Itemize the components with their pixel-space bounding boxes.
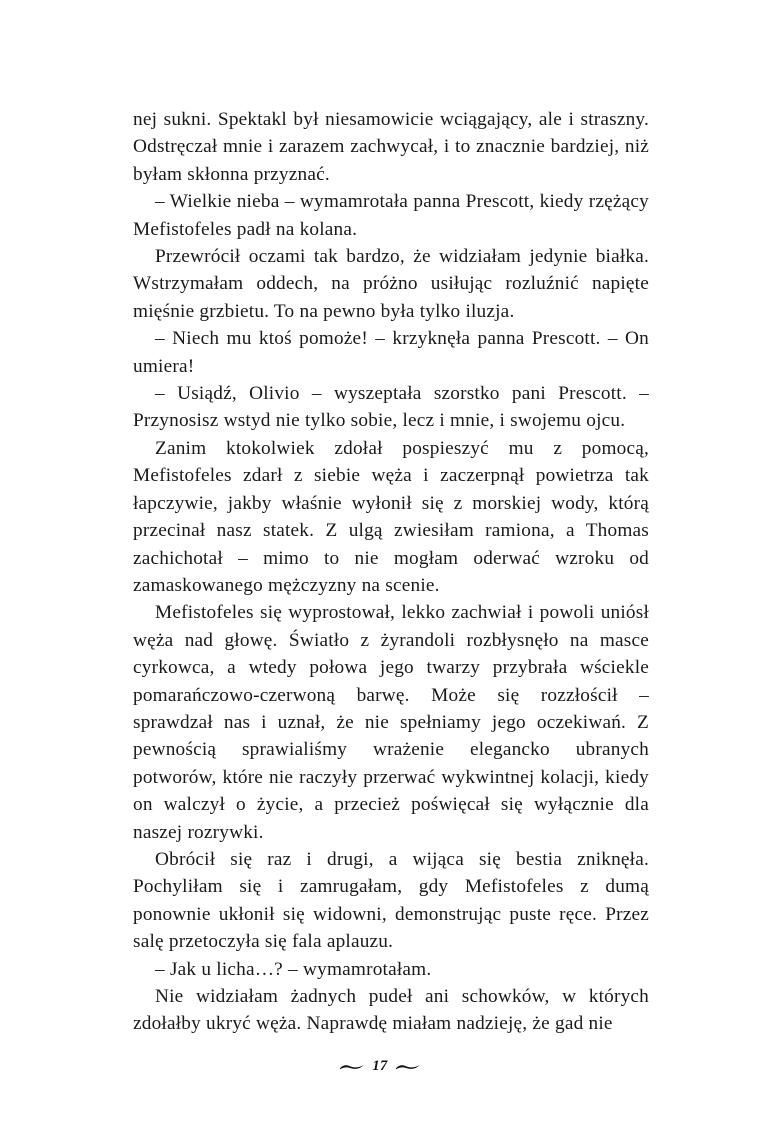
page-number: 17 [372,1058,388,1074]
paragraph-dialogue: – Niech mu ktoś pomoże! – krzyknęła panna Prescott. – On umiera! [133,328,649,377]
page-text-block [133,106,649,1038]
paragraph-dialogue: – Jak u licha…? – wymamrotałam. [155,958,432,980]
paragraph-dialogue: – Wielkie nieba – wymamrotała panna Prescott, kiedy rzężący Mefistofeles padł na kolana. [133,191,649,240]
paragraph-continuation: nej sukni. Spektakl był niesamowicie wciągający, ale i straszny. Odstręczał mnie i zarazem zachwycał, i to znacznie bardziej, niż byłam skłonna przyznać. [133,109,649,185]
paragraph-narration: Przewrócił oczami tak bardzo, że widziałam jedynie białka. Wstrzymałam oddech, na próżno usiłując rozluźnić napięte mięśnie grzbietu. To na pewno była tylko iluzja. [133,246,649,322]
wavy-dash-ornament-right-icon [395,1062,421,1072]
folio-inner [339,1058,420,1075]
wavy-dash-ornament-left-icon [339,1062,365,1072]
paragraph-narration: Nie widziałam żadnych pudeł ani schowków, w których zdołałby ukryć węża. Naprawdę miałam nadzieję, że gad nie [133,986,649,1035]
paragraph-dialogue: – Usiądź, Olivio – wyszeptała szorstko pani Prescott. – Przynosisz wstyd nie tylko sobie, lecz i mnie, i swojemu ojcu. [133,383,649,432]
paragraph-narration: Obrócił się raz i drugi, a wijąca się bestia zniknęła. Pochyliłam się i zamrugałam, gdy Mefistofeles z dumą ponownie ukłonił się widowni, demonstrując puste ręce. Przez salę przetoczyła się fala aplauzu. [133,848,649,953]
paragraph-narration: Mefistofeles się wyprostował, lekko zachwiał i powoli uniósł węża nad głowę. Światło z żyrandoli rozbłysnęło na masce cyrkowca, a wtedy połowa jego twarzy przybrała wściekle pomarańczowo-czerwoną barwę. Może się rozzłościł – sprawdzał nas i uznał, że nie spełniamy jego oczekiwań. Z pewnością sprawialiśmy wrażenie elegancko ubranych potworów, które nie raczyły przerwać wykwintnej kolacji, kiedy on walczył o życie, a przecież poświęcał się wyłącznie dla naszej rozrywki. [133,602,649,843]
paragraph-narration: Zanim ktokolwiek zdołał pospieszyć mu z pomocą, Mefistofeles zdarł z siebie węża i zaczerpnął powietrza tak łapczywie, jakby właśnie wyłonił się z morskiej wody, którą przecinał nasz statek. Z ulgą zwiesiłam ramiona, a Thomas zachichotał – mimo to nie mogłam oderwać wzroku od zamaskowanego mężczyzny na scenie. [133,437,649,596]
page-folio [0,1058,760,1077]
